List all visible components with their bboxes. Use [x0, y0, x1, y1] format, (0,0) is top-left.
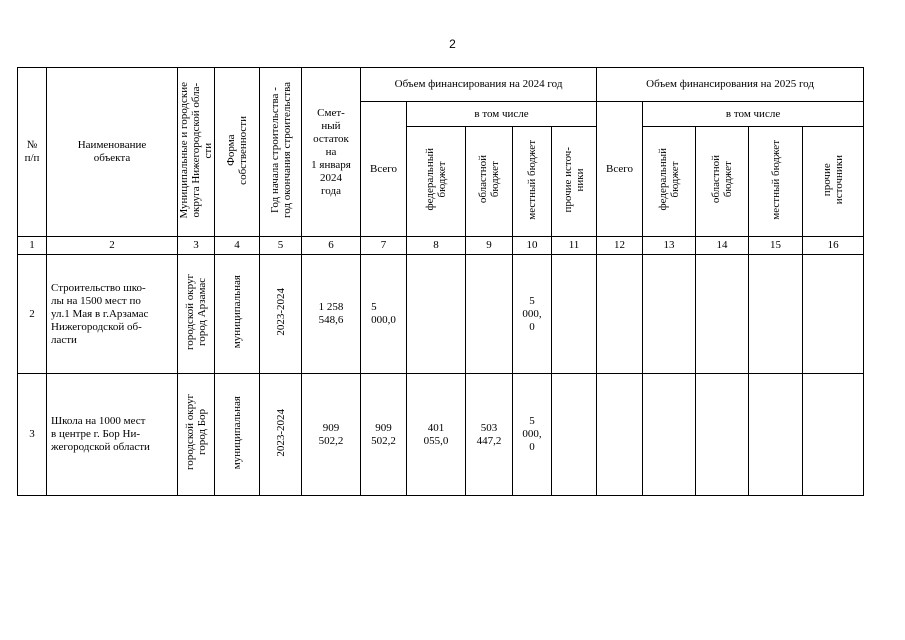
construction-years: 2023-2024	[260, 374, 302, 496]
header-years: Год начала строительства - год окончания строительства	[260, 68, 302, 237]
row-num: 2	[18, 255, 47, 374]
ownership: муниципальная	[215, 374, 260, 496]
financing-table	[17, 67, 864, 496]
other-2024	[552, 255, 597, 374]
construction-years: 2023-2024	[260, 255, 302, 374]
header-total-2024: Всего	[361, 102, 407, 237]
table-row	[18, 255, 864, 374]
column-number: 10	[513, 237, 552, 255]
header-num: № п/п	[18, 68, 47, 237]
object-name: Строительство шко- лы на 1500 мест по ул.1 Мая в г.Арзамас Нижегородской об- ласти	[47, 255, 178, 374]
header-fin-2024: Объем финансирования на 2024 год	[361, 68, 597, 102]
header-including-2025: в том числе	[643, 102, 864, 127]
local-2024: 5 000, 0	[513, 255, 552, 374]
local-2025	[749, 374, 803, 496]
column-number: 6	[302, 237, 361, 255]
municipality: городской округ город Арзамас	[178, 255, 215, 374]
object-name: Школа на 1000 мест в центре г. Бор Ни- жегородской области	[47, 374, 178, 496]
federal-2024	[407, 255, 466, 374]
column-number: 11	[552, 237, 597, 255]
total-2025	[597, 374, 643, 496]
header-federal-2025: федеральный бюджет	[643, 127, 696, 237]
federal-2025	[643, 255, 696, 374]
regional-2025	[696, 255, 749, 374]
header-local-2025: местный бюджет	[749, 127, 803, 237]
column-number: 14	[696, 237, 749, 255]
total-2025	[597, 255, 643, 374]
regional-2024	[466, 255, 513, 374]
total-2024: 5 000,0	[361, 255, 407, 374]
column-number: 13	[643, 237, 696, 255]
column-number: 7	[361, 237, 407, 255]
federal-2025	[643, 374, 696, 496]
column-number: 15	[749, 237, 803, 255]
header-other-2025: прочие источники	[803, 127, 864, 237]
column-number: 4	[215, 237, 260, 255]
total-2024: 909 502,2	[361, 374, 407, 496]
header-federal-2024: федеральный бюджет	[407, 127, 466, 237]
header-municipality: Муниципальные и городские округа Нижегородской обла- сти	[178, 68, 215, 237]
header-including-2024: в том числе	[407, 102, 597, 127]
header-regional-2025: областной бюджет	[696, 127, 749, 237]
other-2025	[803, 374, 864, 496]
other-2025	[803, 255, 864, 374]
column-number: 12	[597, 237, 643, 255]
ownership: муниципальная	[215, 255, 260, 374]
column-number: 1	[18, 237, 47, 255]
estimated-balance: 909 502,2	[302, 374, 361, 496]
header-total-2025: Всего	[597, 102, 643, 237]
other-2024	[552, 374, 597, 496]
column-number: 8	[407, 237, 466, 255]
regional-2025	[696, 374, 749, 496]
column-number: 2	[47, 237, 178, 255]
header-regional-2024: областной бюджет	[466, 127, 513, 237]
estimated-balance: 1 258 548,6	[302, 255, 361, 374]
header-ownership: Форма собственности	[215, 68, 260, 237]
header-balance: Смет- ный остаток на 1 января 2024 года	[302, 68, 361, 237]
table-row	[18, 374, 864, 496]
municipality: городской округ город Бор	[178, 374, 215, 496]
page-number: 2	[449, 37, 456, 51]
header-name: Наименование объекта	[47, 68, 178, 237]
row-num: 3	[18, 374, 47, 496]
column-number: 16	[803, 237, 864, 255]
column-number: 5	[260, 237, 302, 255]
local-2025	[749, 255, 803, 374]
header-local-2024: местный бюджет	[513, 127, 552, 237]
column-number: 3	[178, 237, 215, 255]
header-row-1	[18, 68, 864, 102]
column-number: 9	[466, 237, 513, 255]
regional-2024: 503 447,2	[466, 374, 513, 496]
header-other-2024: прочие источ- ники	[552, 127, 597, 237]
header-fin-2025: Объем финансирования на 2025 год	[597, 68, 864, 102]
local-2024: 5 000, 0	[513, 374, 552, 496]
column-number-row	[18, 237, 864, 255]
federal-2024: 401 055,0	[407, 374, 466, 496]
